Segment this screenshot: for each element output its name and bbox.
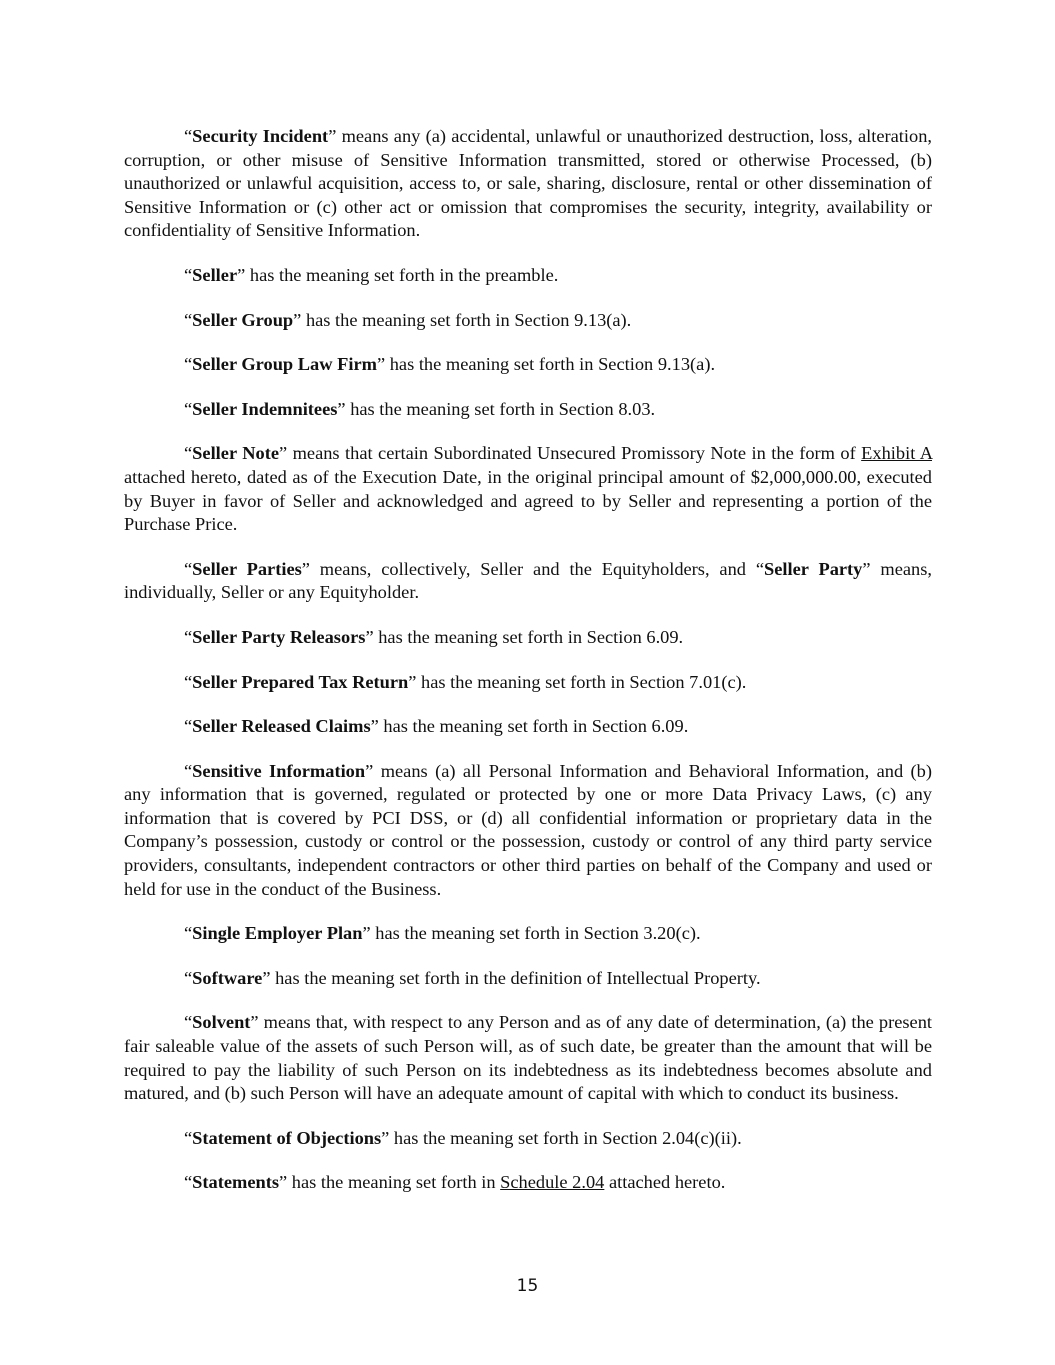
definition-text: has the meaning set forth in Section 6.09. (378, 716, 689, 737)
defined-term: Seller Note (192, 443, 279, 464)
defined-term: Seller Released Claims (192, 716, 371, 737)
definition-text: means that, with respect to any Person and as of any date of determination, (a) the present fair saleable value of the assets of such Person will, as of such date, be greater than the amount that will be required to pay the liability of such Person on its indebtedness as its indebtedness becomes absolute and matured, and (b) such Person will have an adequate amount of capital with which to conduct its business. (124, 1012, 932, 1104)
page-number: 15 (516, 1276, 539, 1296)
definition-seller-parties: “Seller Parties” means, collectively, Seller and the Equityholders, and “Seller Party” means, individually, Seller or any Equityholder. (124, 558, 932, 603)
definition-solvent: “Solvent” means that, with respect to any Person and as of any date of determination, (a) the present fair saleable value of the assets of such Person will, as of such date, be greater than the amount that will be required to pay the liability of such Person on its indebtedness as its indebtedness becomes absolute and matured, and (b) such Person will have an adequate amount of capital with which to conduct its business. (124, 1012, 932, 1104)
definition-seller-note: “Seller Note” means that certain Subordinated Unsecured Promissory Note in the form of Exhibit A attached hereto, dated as of the Execution Date, in the original principal amount of $2,000,000.00, executed by Buyer in favor of Seller and acknowledged and agreed to by Seller and representing a portion of the Purchase Price. (124, 443, 932, 535)
definition-software: “Software” has the meaning set forth in the definition of Intellectual Property. (184, 967, 761, 988)
definition-seller-group-law-firm: “Seller Group Law Firm” has the meaning set forth in Section 9.13(a). (184, 354, 716, 375)
defined-term: Single Employer Plan (192, 923, 363, 944)
definition-text: means that certain Subordinated Unsecured Promissory Note in the form of (287, 443, 862, 464)
defined-term: Seller Indemnitees (192, 398, 338, 419)
definition-text: has the meaning set forth in Section 3.20(c). (370, 923, 701, 944)
defined-term: Seller Party (764, 558, 863, 579)
definition-seller-prepared-tax-return: “Seller Prepared Tax Return” has the meaning set forth in Section 7.01(c). (184, 671, 747, 692)
definition-text: has the meaning set forth in Section 8.03. (345, 398, 656, 419)
definition-single-employer-plan: “Single Employer Plan” has the meaning set forth in Section 3.20(c). (184, 923, 701, 944)
definition-text: has the meaning set forth in Section 9.13(a). (301, 309, 632, 330)
definition-text: means (a) all Personal Information and Behavioral Information, and (b) any information that is governed, regulated or protected by one or more Data Privacy Laws, (c) any information that is covered by PCI DSS, or (d) all confidential information or proprietary data in the Company’s possession, custody or control or the possession, custody or control of any third party service providers, consultants, independent contractors or other third parties on behalf of the Company and used or held for use in the conduct of the Business. (124, 760, 932, 899)
defined-term: Seller Group (192, 309, 294, 330)
definition-text: has the meaning set forth in Section 7.01(c). (416, 671, 747, 692)
defined-term: Seller (192, 264, 238, 285)
definition-text: attached hereto, dated as of the Execution Date, in the original principal amount of $2,000,000.00, executed by Buyer in favor of Seller and acknowledged and agreed to by Seller and representing a portion of the Purchase Price. (124, 466, 932, 535)
definition-security-incident: “Security Incident” means any (a) accidental, unlawful or unauthorized destruction, loss, alteration, corruption, or other misuse of Sensitive Information transmitted, stored or otherwise Processed, (b) unauthorized or unlawful acquisition, access to, or sale, sharing, disclosure, rental or other dissemination of Sensitive Information or (c) other act or omission that compromises the security, integrity, availability or confidentiality of Sensitive Information. (124, 126, 932, 241)
definition-statements: “Statements” has the meaning set forth in Schedule 2.04 attached hereto. (184, 1172, 726, 1193)
document-page (124, 125, 932, 1216)
definition-seller-party-releasors: “Seller Party Releasors” has the meaning set forth in Section 6.09. (184, 626, 684, 647)
exhibit-a-reference: Exhibit A (861, 443, 932, 464)
defined-term: Seller Prepared Tax Return (192, 671, 409, 692)
defined-term: Seller Group Law Firm (192, 354, 377, 375)
definition-text: means, individually, Seller or any Equityholder. (124, 558, 932, 603)
defined-term: Statement of Objections (192, 1127, 382, 1148)
defined-term: Sensitive Information (192, 760, 366, 781)
definition-text: attached hereto. (604, 1172, 726, 1193)
definition-seller-indemnitees: “Seller Indemnitees” has the meaning set forth in Section 8.03. (184, 398, 656, 419)
definition-seller-group: “Seller Group” has the meaning set forth in Section 9.13(a). (184, 309, 632, 330)
defined-term: Security Incident (192, 126, 329, 146)
definition-text: has the meaning set forth in Section 2.04(c)(ii). (389, 1127, 742, 1148)
definition-seller-released-claims: “Seller Released Claims” has the meaning set forth in Section 6.09. (184, 716, 689, 737)
defined-term: Seller Party Releasors (192, 626, 366, 647)
defined-term: Software (192, 967, 263, 988)
definition-text: has the meaning set forth in the definition of Intellectual Property. (270, 967, 761, 988)
definition-text: means any (a) accidental, unlawful or unauthorized destruction, loss, alteration, corruption, or other misuse of Sensitive Information transmitted, stored or otherwise Processed, (b) unauthorized or unlawful acquisition, access to, or sale, sharing, disclosure, rental or other dissemination of Sensitive Information or (c) other act or omission that compromises the security, integrity, availability or confidentiality of Sensitive Information. (124, 126, 932, 241)
definition-text: has the meaning set forth in the preamble. (245, 264, 559, 285)
definition-sensitive-information: “Sensitive Information” means (a) all Personal Information and Behavioral Information, and (b) any information that is governed, regulated or protected by one or more Data Privacy Laws, (c) any information that is covered by PCI DSS, or (d) all confidential information or proprietary data in the Company’s possession, custody or control or the possession, custody or control of any third party service providers, consultants, independent contractors or other third parties on behalf of the Company and used or held for use in the conduct of the Business. (124, 760, 932, 899)
definition-seller: “Seller” has the meaning set forth in the preamble. (184, 264, 559, 285)
definition-text: has the meaning set forth in Section 9.13(a). (385, 354, 716, 375)
definition-statement-of-objections: “Statement of Objections” has the meaning set forth in Section 2.04(c)(ii). (184, 1127, 742, 1148)
definition-text: has the meaning set forth in (287, 1172, 501, 1193)
schedule-2-04-reference: Schedule 2.04 (500, 1172, 605, 1193)
defined-term: Solvent (192, 1012, 251, 1033)
defined-term: Statements (192, 1172, 279, 1193)
defined-term: Seller Parties (192, 558, 302, 579)
definition-text: means, collectively, Seller and the Equityholders, and (309, 558, 756, 579)
definition-text: has the meaning set forth in Section 6.09. (373, 626, 684, 647)
